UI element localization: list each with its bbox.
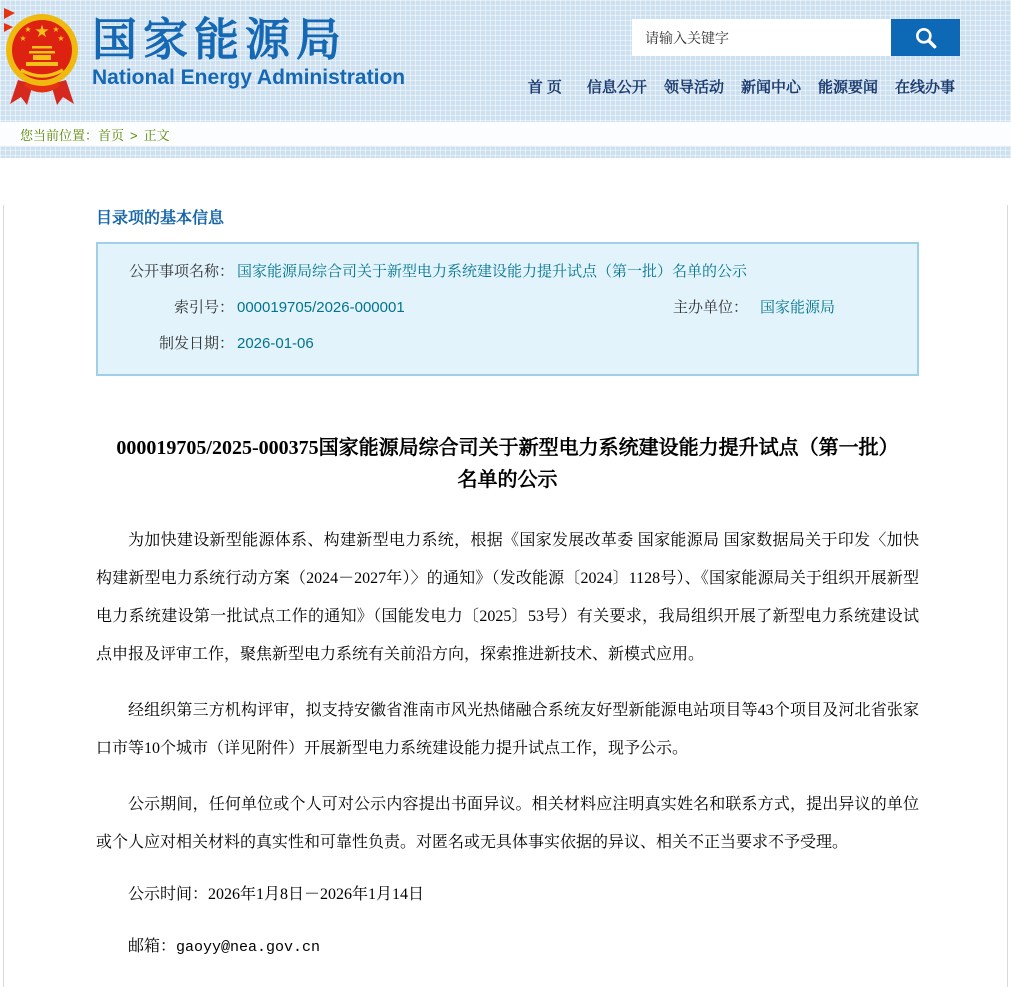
search-bar — [632, 19, 960, 56]
main-nav — [528, 76, 955, 97]
svg-text:★: ★ — [34, 22, 50, 42]
breadcrumb-home-link[interactable]: 首页 — [98, 128, 125, 143]
site-brand — [92, 14, 405, 90]
search-input[interactable] — [632, 19, 891, 56]
nav-item-info-disclosure[interactable]: 信息公开 — [586, 79, 647, 96]
svg-text:★: ★ — [19, 34, 27, 43]
index-value: 000019705/2026-000001 — [237, 299, 405, 316]
nav-item-news-center[interactable]: 新闻中心 — [740, 79, 801, 96]
info-row-name — [98, 254, 917, 290]
search-button[interactable] — [891, 19, 960, 56]
article-paragraph: 公示期间，任何单位或个人可对公示内容提出书面异议。相关材料应注明真实姓名和联系方式，提出异议的单位或个人应对相关材料的真实性和可靠性负责。对匿名或无具体事实依据的异议、相关不正当要求不予受理。 — [96, 796, 919, 851]
email-label: 邮箱： — [128, 938, 177, 955]
svg-text:★: ★ — [52, 25, 60, 34]
org-value: 国家能源局 — [760, 299, 836, 316]
article-paragraph: 经组织第三方机构评审，拟支持安徽省淮南市风光热储融合系统友好型新能源电站项目等43个项目及河北省张家口市等10个城市（详见附件）开展新型电力系统建设能力提升试点工作，现予公示。 — [96, 702, 919, 757]
nav-item-leader-activities[interactable]: 领导活动 — [663, 79, 724, 96]
name-value: 国家能源局综合司关于新型电力系统建设能力提升试点（第一批）名单的公示 — [237, 263, 748, 280]
site-header — [0, 0, 1011, 122]
date-value: 2026-01-06 — [237, 335, 314, 352]
date-label: 制发日期： — [158, 335, 234, 352]
breadcrumb-separator: > — [130, 128, 138, 143]
info-row-date — [98, 326, 917, 362]
document-title: 000019705/2025-000375国家能源局综合司关于新型电力系统建设能力提升试点（第一批）名单的公示 — [116, 437, 899, 491]
site-title: 国家能源局 — [92, 14, 348, 65]
name-label: 公开事项名称： — [128, 263, 234, 280]
site-subtitle: National Energy Administration — [92, 66, 406, 89]
notice-time-line: 公示时间：2026年1月8日－2026年1月14日 — [128, 886, 425, 903]
nav-item-home[interactable]: 首 页 — [527, 79, 562, 96]
breadcrumb — [0, 122, 1011, 147]
breadcrumb-current: 正文 — [143, 128, 170, 143]
search-icon — [913, 25, 939, 51]
email-line — [96, 928, 919, 967]
nav-item-energy-news[interactable]: 能源要闻 — [817, 79, 878, 96]
header-zone — [0, 0, 1011, 158]
svg-text:★: ★ — [24, 25, 32, 34]
index-label: 索引号： — [173, 299, 234, 316]
header-spacer — [0, 147, 1011, 158]
section-title: 目录项的基本信息 — [96, 210, 225, 227]
breadcrumb-prefix: 您当前位置： — [20, 128, 99, 143]
email-address: gaoyy@nea.gov.cn — [176, 939, 321, 956]
national-emblem-icon — [4, 4, 80, 108]
svg-text:★: ★ — [57, 34, 65, 43]
content-panel — [3, 205, 1008, 987]
article-paragraph: 为加快建设新型能源体系、构建新型电力系统，根据《国家发展改革委 国家能源局 国家数据局关于印发〈加快构建新型电力系统行动方案（2024－2027年）〉的通知》（发改能源〔2024〕1128号）、《国家能源局关于组织开展新型电力系统建设第一批试点工作的通知》（国能发电力〔2025〕53号）有关要求，我局组织开展了新型电力系统建设试点申报及评审工作，聚焦新型电力系统有关前沿方向，探索推进新技术、新模式应用。 — [96, 532, 919, 663]
nav-item-online-services[interactable]: 在线办事 — [894, 79, 955, 96]
info-row-index-org — [98, 290, 917, 326]
org-label: 主办单位： — [672, 299, 748, 316]
info-box — [96, 242, 919, 376]
article — [96, 432, 919, 967]
national-emblem-logo — [4, 4, 80, 108]
